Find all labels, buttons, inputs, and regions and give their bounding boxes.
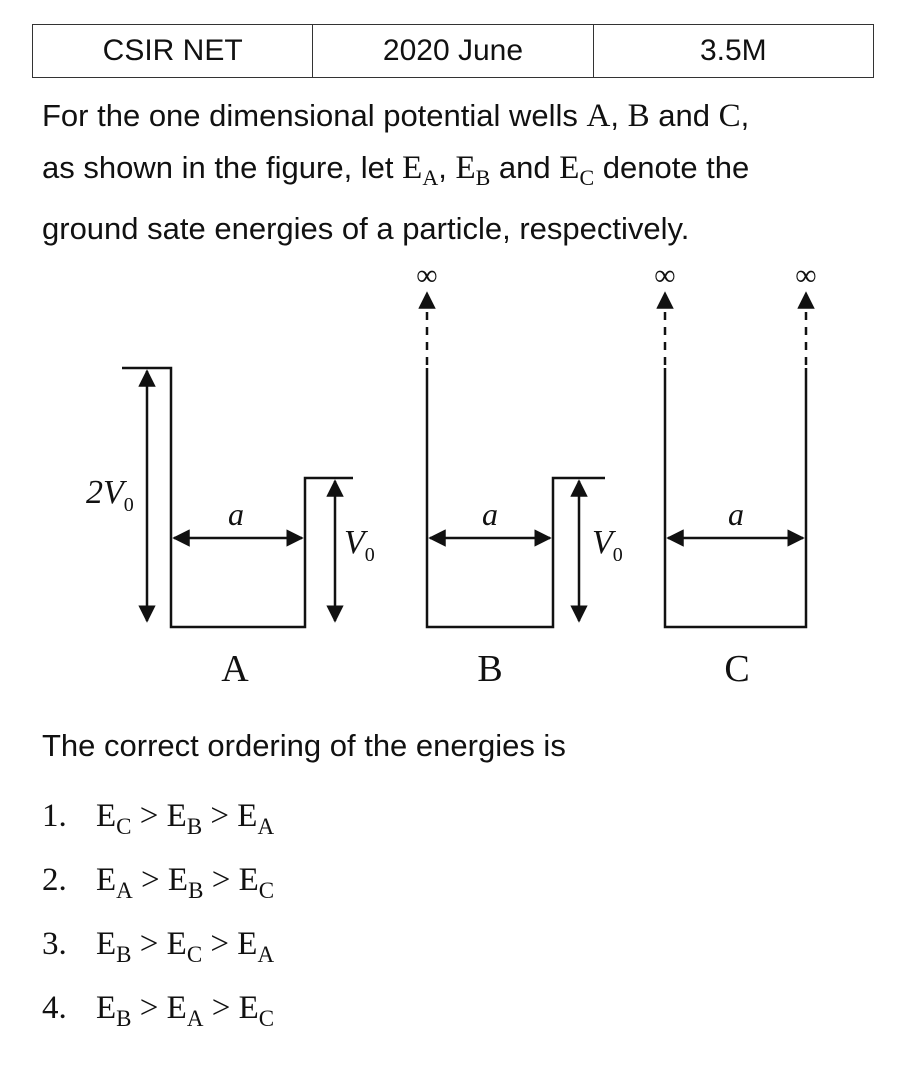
option-2[interactable]: 2. $E_A > E_B > E_C$ xyxy=(42,862,275,903)
exam-session: 2020 June xyxy=(313,25,593,78)
well-b-ref: B xyxy=(627,98,650,134)
well-c-name: C xyxy=(724,648,750,690)
well-c-left-infinity: ∞ xyxy=(654,259,676,292)
exam-name: CSIR NET xyxy=(33,25,313,78)
well-a-name: A xyxy=(221,648,249,690)
well-b-width-label: a xyxy=(482,496,498,532)
potential-wells-figure xyxy=(60,255,850,700)
option-4[interactable]: 4. $E_B > E_A > E_C$ xyxy=(42,990,275,1031)
energy-symbol: E xyxy=(402,150,423,186)
well-a-ref: A xyxy=(586,98,611,134)
well-a-v0-label: $V_0$ xyxy=(344,524,375,566)
question-text: For the one dimensional potential wells A, B and C, as shown in the figure, let $E_A$, $E_B$ and $E_C$ denote the ground sate energies of a particle, respectively. xyxy=(42,98,750,246)
exam-info-table xyxy=(32,24,874,78)
option-3[interactable]: 3. $E_B > E_C > E_A$ xyxy=(42,926,275,967)
well-a-2v0-label: $2V_0$ xyxy=(86,474,134,516)
answer-options xyxy=(42,790,274,1046)
answer-prompt: The correct ordering of the energies is xyxy=(42,728,566,763)
well-b-infinity: ∞ xyxy=(416,259,438,292)
well-c-width-label: a xyxy=(728,496,744,532)
well-b-v0-label: $V_0$ xyxy=(592,524,623,566)
option-1[interactable]: 1. $E_C > E_B > E_A$ xyxy=(42,798,275,839)
well-b-name: B xyxy=(477,648,503,690)
well-c-right-infinity: ∞ xyxy=(795,259,817,292)
question-marks: 3.5M xyxy=(593,25,873,78)
well-c-ref: C xyxy=(718,98,741,134)
well-a-width-label: a xyxy=(228,496,244,532)
